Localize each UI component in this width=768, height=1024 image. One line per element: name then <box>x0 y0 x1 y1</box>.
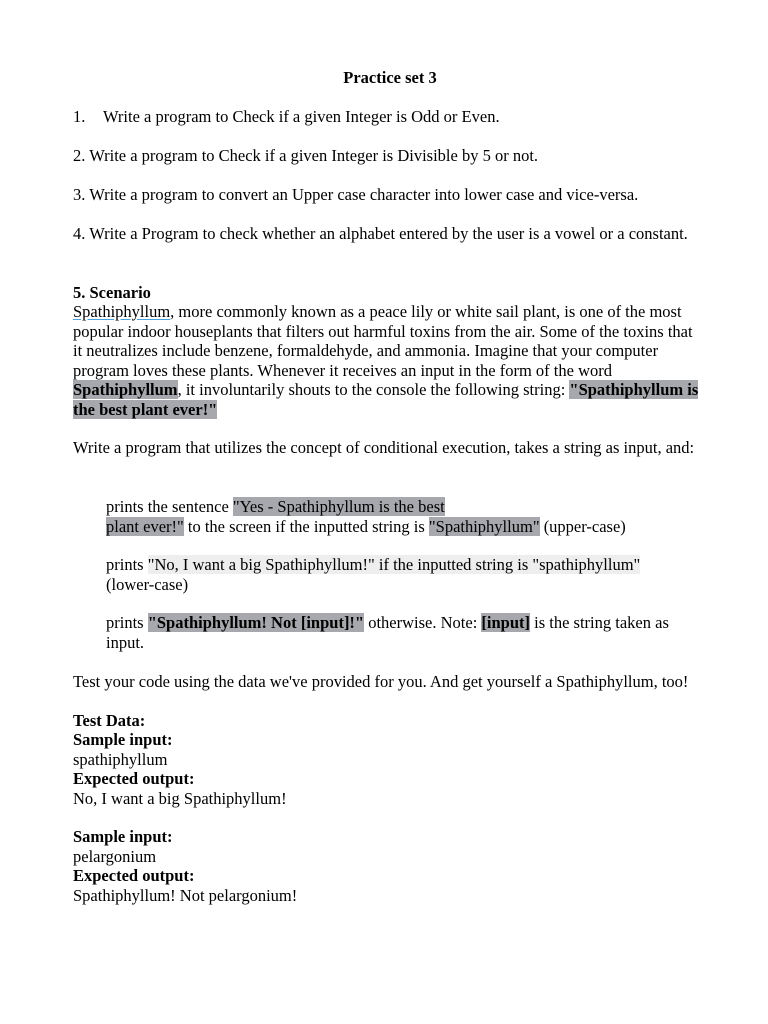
bullet-1-mid: to the screen if the inputted string is <box>183 516 429 536</box>
scenario-paragraph <box>73 302 703 419</box>
instructions-paragraph: Write a program that utilizes the concept of conditional execution, takes a string as input, and: <box>73 438 695 457</box>
question-1-text: Write a program to Check if a given Integer is Odd or Even. <box>103 107 500 126</box>
bullet-1-hl2: plant ever!" <box>106 516 184 536</box>
sample-input-label: Sample input: <box>73 730 173 749</box>
sample-input-value: spathiphyllum <box>73 749 168 769</box>
sample-input-value: pelargonium <box>73 846 157 866</box>
question-1-number: 1. <box>73 107 86 126</box>
page-title: Practice set 3 <box>343 68 437 87</box>
expected-output-value: No, I want a big Spathiphyllum! <box>73 788 287 808</box>
spathiphyllum-word: Spathiphyllum <box>73 302 171 321</box>
expected-output-label: Expected output: <box>73 769 195 788</box>
spathiphyllum-bold: Spathiphyllum <box>73 380 178 399</box>
bullet-1-post: (upper-case) <box>539 516 626 536</box>
shout-string: "Spathiphyllum is the best plant ever!" <box>73 380 699 419</box>
scenario-text-1: , more commonly known as a peace lily or white sail plant, is one of the most popular indoor houseplants that filters out harmful toxins from the air. Some of the toxins that it neutralizes include benzene, formaldehyde, and ammonia. Imagine that your computer program loves these plants. Whenever it receives an input in the form of the word <box>73 302 693 380</box>
bullet-1-hl1: "Yes - Spathiphyllum is the best <box>232 497 445 516</box>
question-4: 4. Write a Program to check whether an alphabet entered by the user is a vowel or a constant. <box>73 224 688 243</box>
question-1 <box>73 107 703 127</box>
test-case-2 <box>73 827 703 905</box>
question-2: 2. Write a program to Check if a given Integer is Divisible by 5 or not. <box>73 146 539 165</box>
expected-output-value: Spathiphyllum! Not pelargonium! <box>73 885 298 905</box>
question-3: 3. Write a program to convert an Upper case character into lower case and vice-versa. <box>73 185 639 204</box>
bullet-3-pre: prints <box>106 613 148 632</box>
bullet-3-post: is the string taken as input. <box>106 613 669 652</box>
bullet-3-mid: otherwise. Note: <box>364 613 482 632</box>
bullet-2 <box>106 555 706 594</box>
test-case-1 <box>73 730 703 808</box>
bullet-3-hl2: [input] <box>481 613 531 632</box>
bullet-1-pre: prints the sentence <box>106 497 233 516</box>
bullet-1-hl3: "Spathiphyllum" <box>428 516 540 536</box>
bullet-1 <box>106 497 706 536</box>
bullet-3-hl1: "Spathiphyllum! Not [input]!" <box>147 613 365 632</box>
bullet-3 <box>106 613 706 652</box>
bullet-2-hl: "No, I want a big Spathiphyllum!" if the inputted string is "spathiphyllum" <box>147 555 641 574</box>
scenario-heading: 5. Scenario <box>73 283 151 302</box>
test-data-heading: Test Data: <box>73 711 146 730</box>
sample-input-label: Sample input: <box>73 827 173 846</box>
test-paragraph: Test your code using the data we've provided for you. And get yourself a Spathiphyllum, too! <box>73 672 689 691</box>
expected-output-label: Expected output: <box>73 866 195 885</box>
bullet-2-post: (lower-case) <box>106 574 189 594</box>
bullet-2-pre: prints <box>106 555 148 574</box>
scenario-text-2: , it involuntarily shouts to the console the following string: <box>177 380 570 399</box>
